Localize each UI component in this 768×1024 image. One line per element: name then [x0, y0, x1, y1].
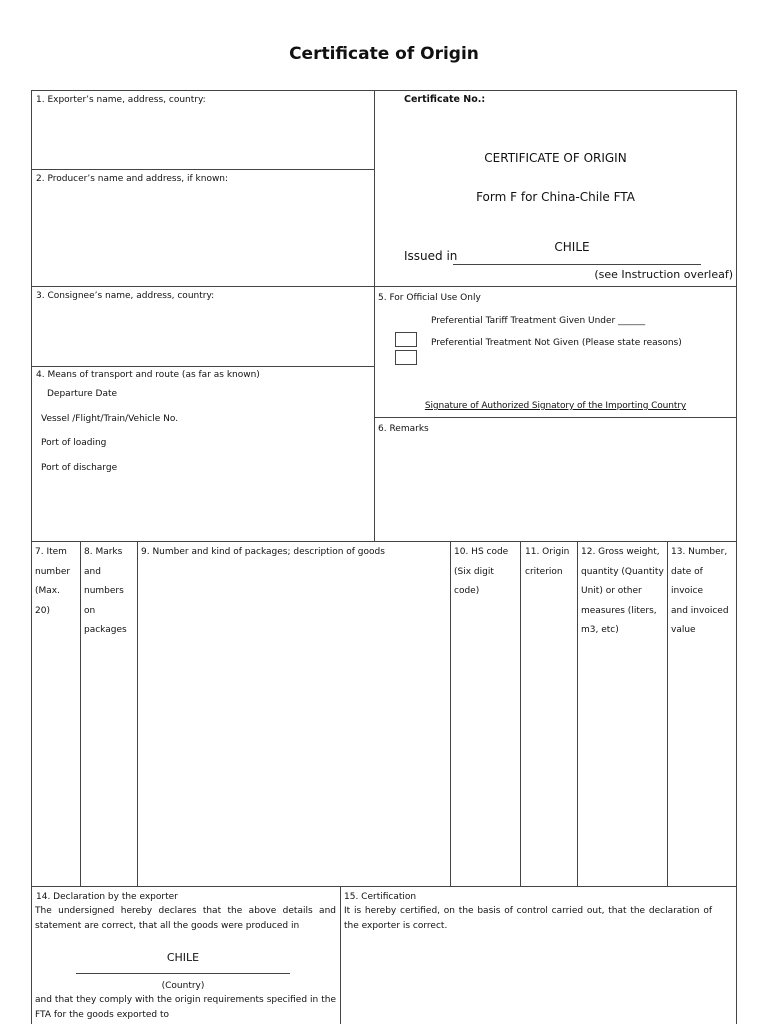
gross-weight-header: 12. Gross weight, quantity (Quantity Unit) or other measures (liters, m3, etc)	[581, 547, 664, 636]
remarks-label: 6. Remarks	[378, 424, 429, 434]
preferential-given-checkbox[interactable]	[395, 332, 417, 347]
instruction-note: (see Instruction overleaf)	[594, 268, 733, 281]
exporter-label: 1. Exporter’s name, address, country:	[36, 95, 206, 105]
col-line-8-9	[137, 541, 138, 886]
transport-label: 4. Means of transport and route (as far as known)	[36, 370, 260, 380]
port-discharge-label: Port of discharge	[41, 463, 118, 473]
vessel-label: Vessel /Flight/Train/Vehicle No.	[41, 414, 179, 424]
preferential-given-label: Preferential Tariff Treatment Given Under ______	[431, 316, 646, 326]
col-line-9-10	[450, 541, 451, 886]
preferential-not-given-checkbox[interactable]	[395, 350, 417, 365]
country-line	[76, 973, 290, 974]
consignee-label: 3. Consignee’s name, address, country:	[36, 291, 215, 301]
issued-in-label: Issued in	[404, 249, 458, 263]
col-line-12-13	[667, 541, 668, 886]
declaration-text-2: and that they comply with the origin requirements specified in the FTA for the goods exported to	[35, 995, 336, 1020]
declaration-label: 14. Declaration by the exporter	[36, 892, 178, 902]
certificate-number-label: Certificate No.:	[404, 94, 486, 105]
issued-in-line	[453, 264, 701, 265]
divider-declaration	[31, 886, 737, 887]
divider-box3-box4	[31, 366, 374, 367]
certification-label: 15. Certification	[344, 892, 417, 902]
divider-box5-box6	[374, 417, 737, 418]
country-caption: (Country)	[161, 981, 205, 991]
item-number-header: 7. Item number (Max. 20)	[35, 547, 71, 616]
producer-label: 2. Producer’s name and address, if known:	[36, 174, 229, 184]
origin-criterion-header: 11. Origin criterion	[525, 547, 570, 577]
divider-box2-box3	[31, 286, 737, 287]
marks-header: 8. Marks and numbers on packages	[84, 547, 127, 636]
document-title: Certificate of Origin	[289, 44, 479, 64]
certificate-heading: CERTIFICATE OF ORIGIN	[484, 151, 627, 165]
col-line-11-12	[577, 541, 578, 886]
form-subheading: Form F for China-Chile FTA	[476, 190, 635, 204]
importing-signatory-label: Signature of Authorized Signatory of the Importing Country	[424, 401, 687, 411]
preferential-not-given-label: Preferential Treatment Not Given (Please state reasons)	[431, 338, 682, 348]
description-header: 9. Number and kind of packages; description of goods	[141, 547, 385, 557]
declaration-country-value: CHILE	[166, 951, 200, 964]
port-loading-label: Port of loading	[41, 438, 107, 448]
invoice-header: 13. Number, date of invoice and invoiced value	[671, 547, 729, 636]
bottom-section-divider	[340, 886, 341, 1024]
hs-code-header: 10. HS code (Six digit code)	[454, 547, 509, 597]
divider-box1-box2	[31, 169, 374, 170]
declaration-text: The undersigned hereby declares that the above details and statement are correct, that all the goods were produced in	[35, 906, 336, 931]
official-use-label: 5. For Official Use Only	[378, 293, 481, 303]
col-line-10-11	[520, 541, 521, 886]
col-line-7-8	[80, 541, 81, 886]
issued-in-country: CHILE	[554, 240, 590, 254]
certification-text: It is hereby certified, on the basis of control carried out, that the declaration of the exporter is correct.	[344, 906, 712, 931]
departure-date-label: Departure Date	[47, 389, 118, 399]
